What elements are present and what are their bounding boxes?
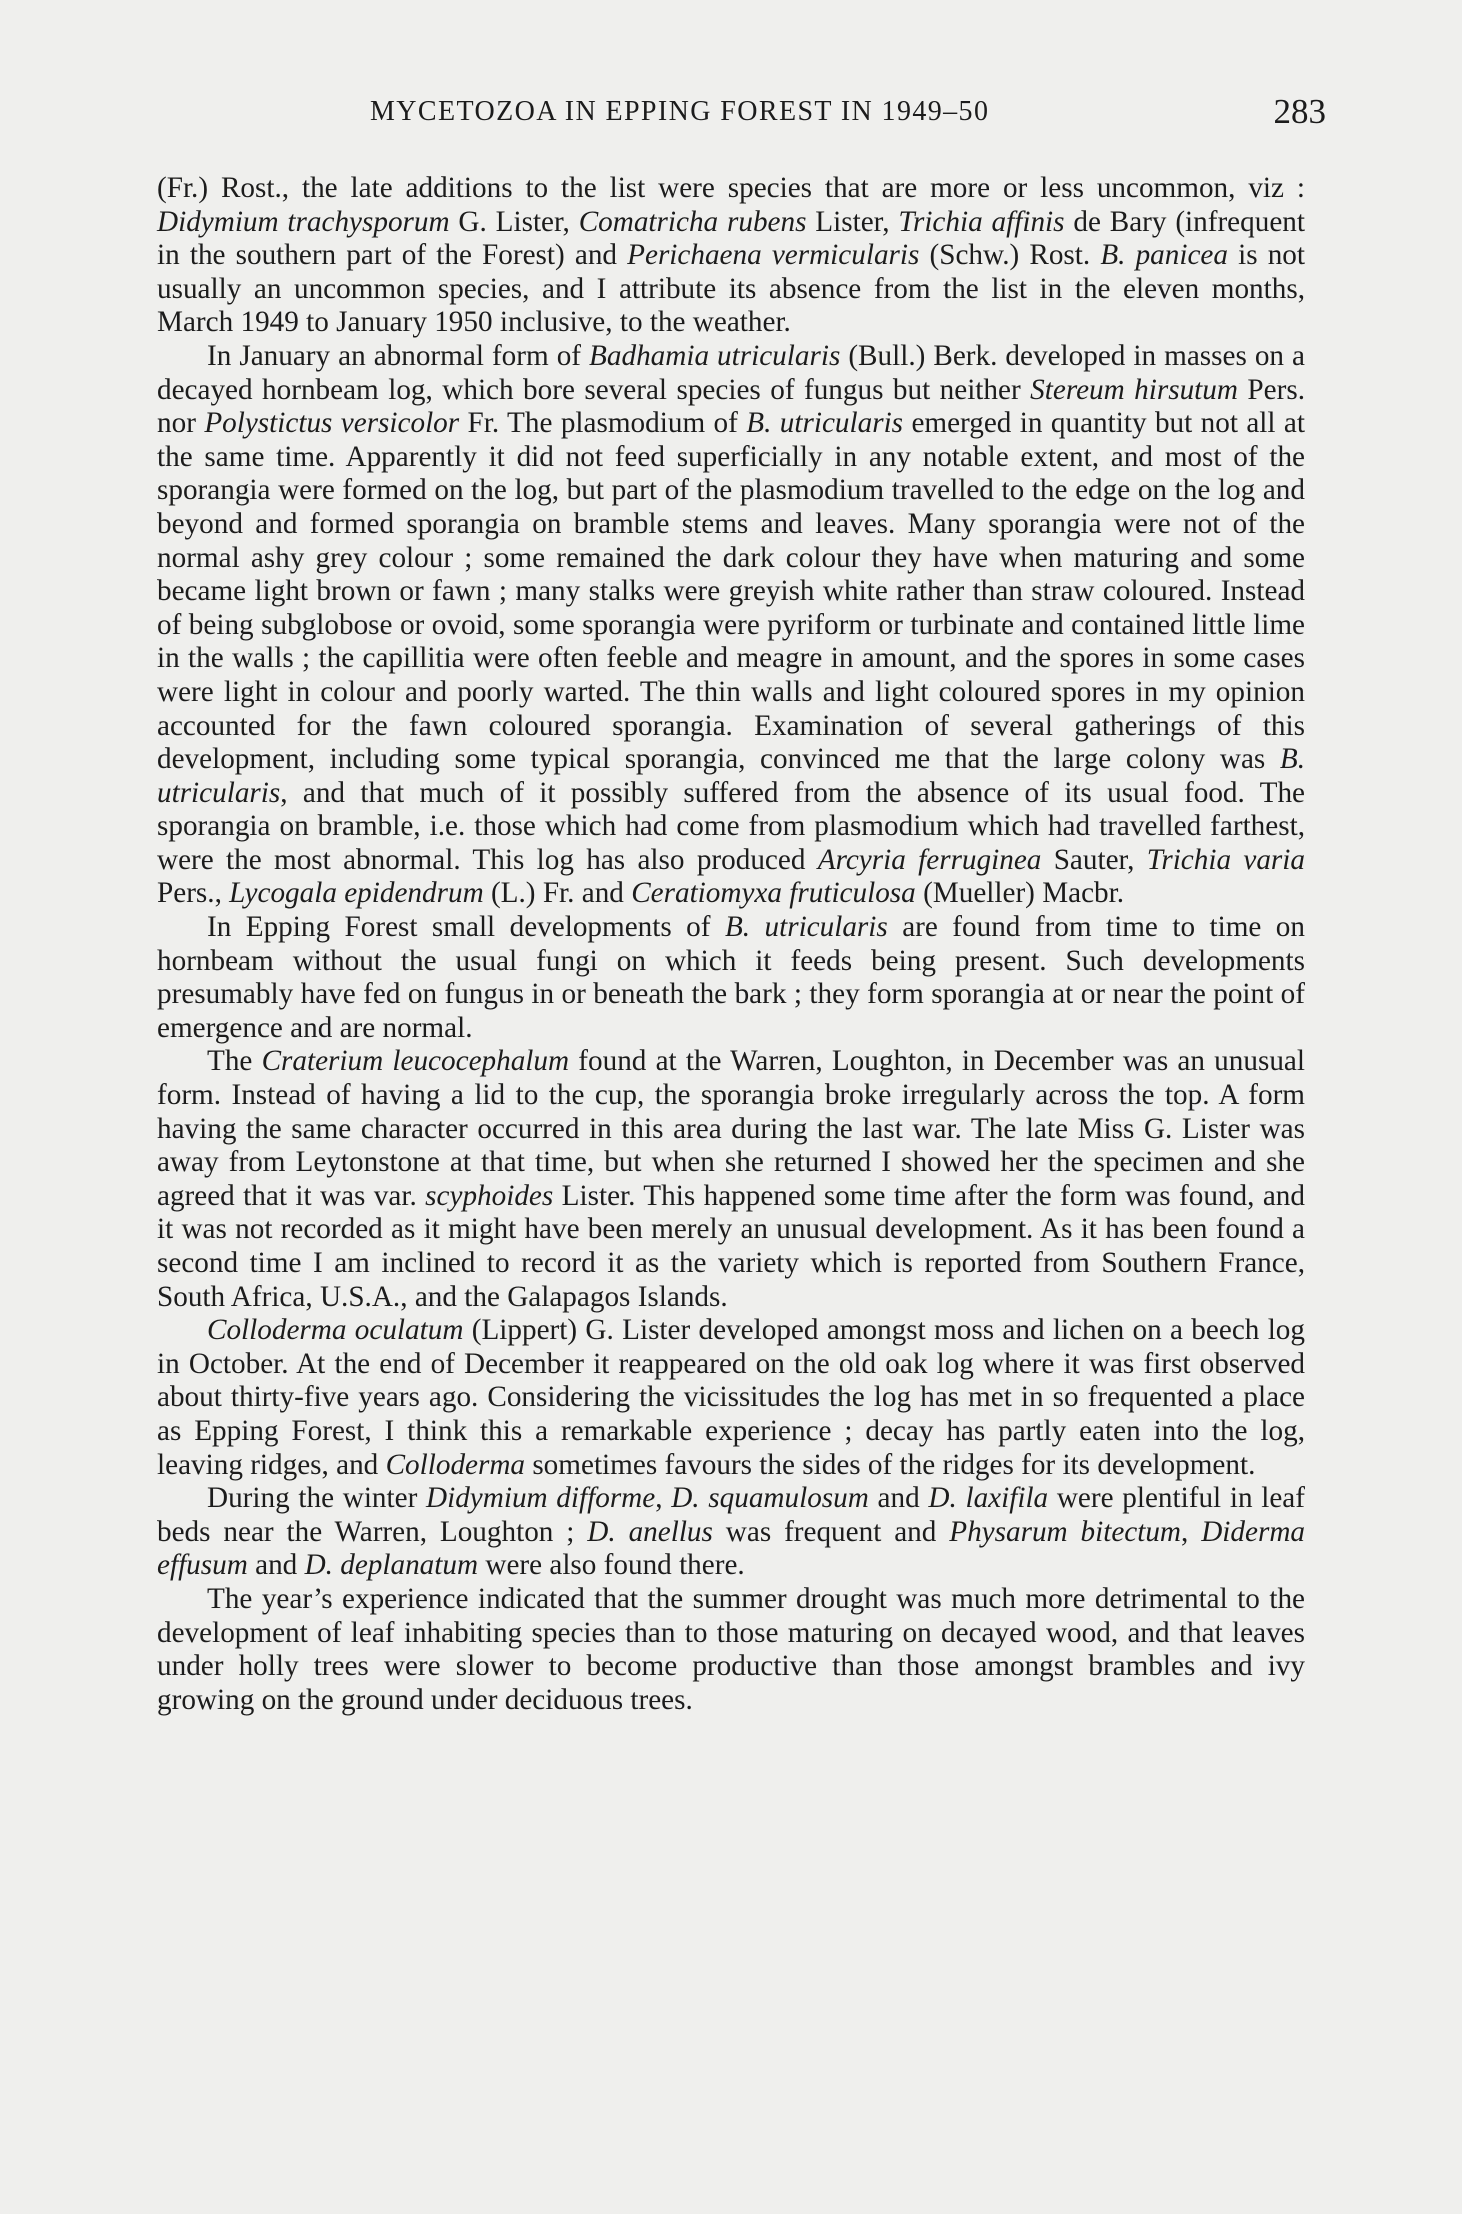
text-run: G. Lister, <box>449 205 579 238</box>
text-run: Sauter, <box>1041 843 1147 876</box>
taxon-name: Ceratiomyxa fruticulosa <box>631 877 916 910</box>
taxon-name: Arcyria ferruginea <box>817 843 1042 876</box>
taxon-name: D. laxifila <box>928 1482 1049 1515</box>
text-run: (Mueller) Macbr. <box>915 877 1125 910</box>
text-run: emerged in quantity but not all at the same time. Apparently it did not feed superficially in any notable extent, and most of the sporangia were formed on the log, but part of the plasmodium travelled to the edge on the log and beyond and formed sporangia on bramble stems and leaves. Many sporangia were not of the normal ashy grey colour ; some remained the dark colour they have when maturing and some became light brown or fawn ; many stalks were greyish white rather than straw coloured. Instead of being subglobose or ovoid, some sporangia were pyriform or turbinate and contained little lime in the walls ; the capillitia were often feeble and meagre in amount, and the spores in some cases were light in colour and poorly warted. The thin walls and light coloured spores in my opinion accounted for the fawn coloured sporangia. Examination of several gatherings of this development, including some typical sporangia, convinced me that the large colony was <box>157 407 1305 776</box>
text-run: (Bull.) Berk. developed in masses on a decayed hornbeam log, which bore several species of fungus but neither <box>157 339 1306 406</box>
text-run: found at the Warren, Loughton, in December was an unusual form. Instead of having a lid to the cup, the sporangia broke irregularly across the top. A form having the same character occurred in this area during the last war. The late Miss G. Lister was away from Leytonstone at that time, but when she returned I showed her the specimen and she agreed that it was var. <box>157 1045 1305 1212</box>
body-text <box>157 172 1305 1717</box>
text-run: is not usually an uncommon species, and I attribute its absence from the list in the eleven months, March 1949 to January 1950 inclusive, to the weather. <box>157 239 1306 339</box>
text-run: , and that much of it possibly suffered from the absence of its usual food. The sporangia on bramble, i.e. those which had come from plasmodium which had travelled farthest, were the most abnormal. This log has also produced <box>157 776 1305 876</box>
text-run: The <box>207 1045 262 1078</box>
taxon-name: Polystictus versicolor <box>204 407 460 440</box>
text-run: The year’s experience indicated that the summer drought was much more detrimental to the development of leaf inhabiting species than to those maturing on decayed wood, and that leaves under holly trees were slower to become productive than those amongst brambles and ivy growing on the ground under deciduous trees. <box>157 1582 1305 1716</box>
paragraph <box>157 1314 1305 1482</box>
paragraph <box>157 1482 1305 1583</box>
text-run: Lister, <box>806 205 899 238</box>
paragraph <box>157 172 1305 340</box>
taxon-name: Perichaena vermicularis <box>627 239 920 272</box>
taxon-name: B. utricularis <box>157 743 1305 809</box>
page-number: 283 <box>1273 92 1326 131</box>
text-run: , <box>1181 1515 1202 1548</box>
text-run: and <box>247 1549 305 1582</box>
taxon-name: B. utricularis <box>724 911 888 944</box>
text-run: sometimes favours the sides of the ridges for its development. <box>525 1448 1256 1481</box>
paragraph <box>157 340 1305 911</box>
taxon-name: Lycogala epidendrum <box>229 877 484 910</box>
taxon-name: D. deplanatum <box>304 1549 479 1582</box>
taxon-name: Trichia affinis <box>898 205 1065 238</box>
text-run: (Schw.) Rost. <box>919 239 1101 272</box>
paragraph <box>157 1583 1305 1717</box>
paragraph <box>157 911 1305 1045</box>
running-title: MYCETOZOA IN EPPING FOREST IN 1949–50 <box>370 96 990 127</box>
text-run: were also found there. <box>478 1549 745 1582</box>
taxon-name: Badhamia utricularis <box>589 339 841 372</box>
taxon-name: Diderma effusum <box>157 1515 1305 1582</box>
taxon-name: Stereum hirsutum <box>1030 373 1238 406</box>
text-run: and <box>868 1482 929 1515</box>
text-run: Pers. nor <box>157 373 1305 440</box>
taxon-name: D. squamulosum <box>671 1482 869 1515</box>
taxon-name: Colloderma oculatum <box>207 1314 464 1347</box>
taxon-name: Didymium trachysporum <box>157 205 450 238</box>
text-run: (L.) Fr. and <box>483 877 632 910</box>
text-run: In Epping Forest small developments of <box>207 911 725 944</box>
taxon-name: D. anellus <box>587 1515 713 1548</box>
text-run: In January an abnormal form of <box>207 339 590 372</box>
page-header <box>170 94 1326 146</box>
text-run: , <box>655 1482 672 1515</box>
text-run: Pers., <box>157 877 230 910</box>
taxon-name: B. panicea <box>1100 239 1228 272</box>
text-run: (Fr.) Rost., the late additions to the list were species that are more or less uncommon, viz : <box>157 172 1305 204</box>
text-run: was frequent and <box>712 1515 950 1548</box>
text-run: de Bary (infrequent in the southern part of the Forest) and <box>157 205 1305 272</box>
taxon-name: Comatricha rubens <box>578 205 807 238</box>
text-run: Fr. The plasmodium of <box>459 407 747 440</box>
taxon-name: Colloderma <box>385 1448 526 1481</box>
taxon-name: Trichia varia <box>1146 843 1305 876</box>
taxon-name: Didymium difforme <box>426 1482 656 1515</box>
paragraph <box>157 1045 1305 1314</box>
text-run: were plentiful in leaf beds near the Warren, Loughton ; <box>157 1482 1305 1548</box>
taxon-name: B. utricularis <box>746 407 904 440</box>
taxon-name: Physarum bitectum <box>949 1515 1182 1548</box>
text-run: (Lippert) G. Lister developed amongst moss and lichen on a beech log in October. At the end of December it reappeared on the old oak log where it was first observed about thirty-five years ago. Considering the vicissitudes the log has met in so frequented a place as Epping Forest, I think this a remarkable experience ; decay has partly eaten into the log, leaving ridges, and <box>157 1314 1305 1481</box>
text-run: are found from time to time on hornbeam without the usual fungi on which it feeds being present. Such developments presumably have fed on fungus in or beneath the bark ; they form sporangia at or near the point of emergence and are normal. <box>157 911 1305 1044</box>
text-run: During the winter <box>207 1482 427 1515</box>
taxon-name: scyphoides <box>425 1179 554 1212</box>
taxon-name: Craterium leucocephalum <box>261 1045 570 1078</box>
text-run: Lister. This happened some time after the form was found, and it was not recorded as it might have been merely an unusual development. As it has been found a second time I am inclined to record it as the variety which is reported from Southern France, South Africa, U.S.A., and the Galapagos Islands. <box>157 1179 1305 1313</box>
